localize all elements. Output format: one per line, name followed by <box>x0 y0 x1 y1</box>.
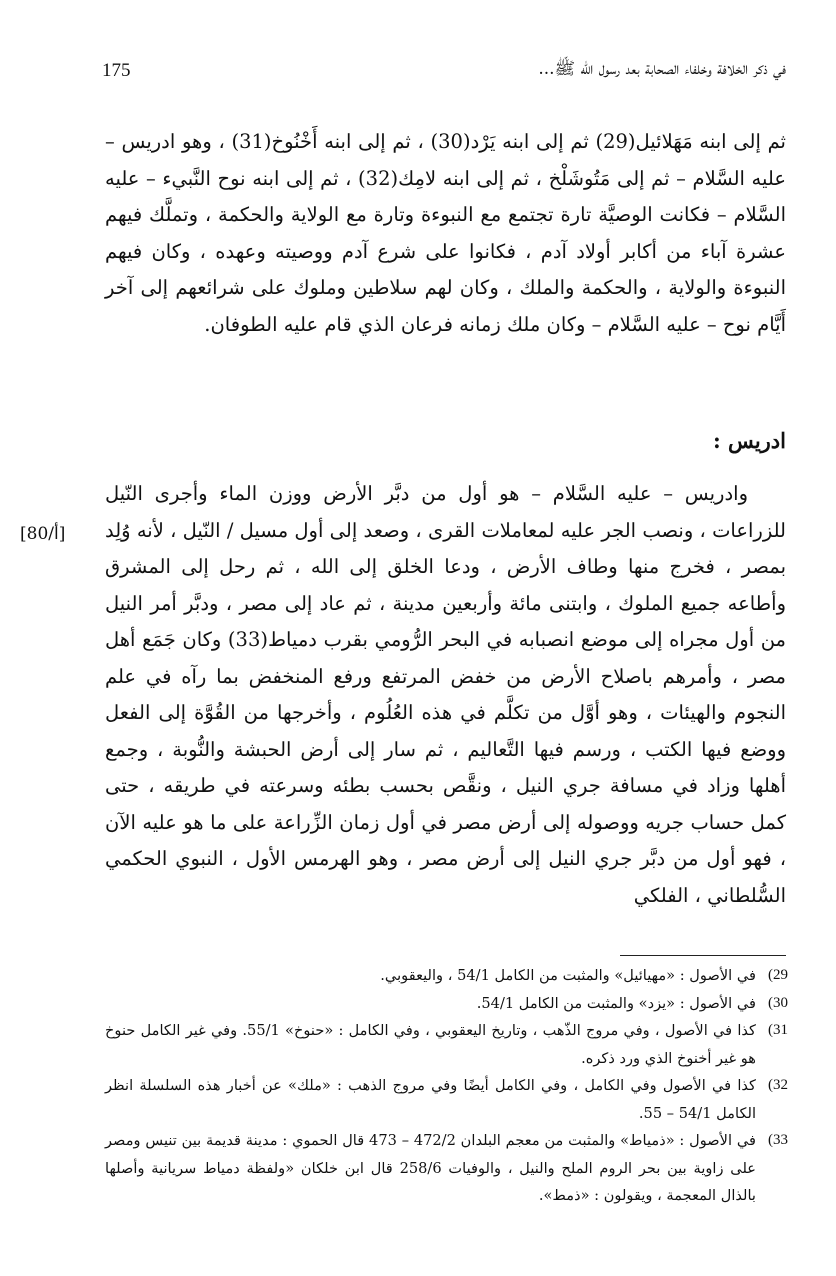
footnote-text: في الأصول : «ذمياط» والمثبت من معجم البلدان 472/2 – 473 قال الحموي : مدينة قديمة بين تنيس ومصر على زاوية بين بحر الروم الملح والنيل ، والوفيات 258/6 قال ابن خلكان «ولفظة دمياط سريانية وأصلها بالذال المعجمة ، ويقولون : «ذمط». <box>105 1132 756 1204</box>
section-idris <box>105 476 786 914</box>
footnote-32 <box>105 1072 788 1127</box>
paragraph-idris: وادريس – عليه السَّلام – هو أول من دبَّر الأرض ووزن الماء وأجرى النّيل للزراعات ، ونصب الجر عليه لمعاملات القرى ، وصعد إلى أول مسيل / النّيل ، لأنه وُلِد بمصر ، فخرج منها وطاف الأرض ، ودعا الخلق إلى الله ، ثم رحل إلى المشرق وأطاعه جميع الملوك ، وابتنى مائة وأربعين مدينة ، ثم عاد إلى مصر ، ودبَّر أمر النيل من أول مجراه إلى موضع انصبابه في البحر الرُّومي بقرب دمياط(33) وكان جَمَع أهل مصر ، وأمرهم باصلاح الأرض من خفض المرتفع ورفع المنخفض بما رآه في علم النجوم والهيئات ، وهو أوَّل من تكلَّم في هذه العُلُوم ، وأخرجها من القُوَّة إلى الفعل ووضع فيها الكتب ، ورسم فيها التَّعاليم ، ثم سار إلى أرض الحبشة والنُّوبة ، وجمع أهلها وزاد في مسافة جري النيل ، ونقَّص بحسب بطئه وسرعته في طريقه ، حتى كمل حساب جريه ووصوله إلى أرض مصر في أول زمان الزِّراعة على ما هو عليه الآن ، فهو أول من دبَّر جري النيل إلى أرض مصر ، وهو الهرمس الأول ، النبوي الحكمي السُّلطاني ، الفلكي <box>105 482 786 907</box>
footnote-30 <box>105 990 788 1018</box>
footnote-number: 30) <box>768 994 788 1011</box>
page-number: 175 <box>102 60 131 81</box>
footnote-number: 29) <box>768 967 788 983</box>
running-title: في ذكر الخلافة وخلفاء الصحابة بعد رسول الله ﷺ... <box>538 59 786 79</box>
footnote-29 <box>105 962 788 990</box>
footnote-text: كذا في الأصول وفي الكامل ، وفي الكامل أيضًا وفي مروج الذهب : «ملك» عن أخبار هذه السلسلة انظر الكامل 54/1 – 55. <box>105 1077 756 1122</box>
footnote-text: في الأصول : «مهيائيل» والمثبت من الكامل 54/1 ، واليعقوبي. <box>380 967 756 984</box>
footnote-number: 33) <box>768 1132 788 1148</box>
page-header <box>100 56 786 90</box>
footnote-33 <box>105 1127 788 1210</box>
footnote-text: في الأصول : «يزد» والمثبت من الكامل 54/1. <box>476 994 756 1012</box>
footnote-number: 32) <box>768 1077 788 1093</box>
section-genealogy <box>105 124 786 343</box>
manuscript-folio-reference: [80/أ] <box>20 524 66 544</box>
section-heading-idris: ادريس : <box>712 428 786 453</box>
footnote-31 <box>105 1017 788 1072</box>
paragraph-genealogy: ثم إلى ابنه مَهَلائيل(29) ثم إلى ابنه يَرْد(30) ، ثم إلى ابنه أَخْنُوخ(31) ، وهو ادريس – عليه السَّلام – ثم إلى مَتُوشَلْخ ، ثم إلى ابنه لامِك(32) ، ثم إلى ابنه نوح النَّبيء – عليه السَّلام – فكانت الوصيَّة تارة تجتمع مع النبوءة وتارة مع الولاية والحكمة ، وتملَّك فيهم عشرة آباء من أكابر أولاد آدم ، فكانوا على شرع آدم ووصيته وعهده ، وكان فيهم النبوءة والولاية ، والحكمة والملك ، وكان لهم سلاطين وملوك على شرائعهم إلى آخر أَيَّام نوح – عليه السَّلام – وكان ملك زمانه فرعان الذي قام عليه الطوفان. <box>105 130 786 336</box>
footnotes <box>105 962 788 1210</box>
footnote-number: 31) <box>768 1022 788 1038</box>
footnote-divider <box>620 955 786 956</box>
footnote-text: كذا في الأصول ، وفي مروج الذّهب ، وتاريخ اليعقوبي ، وفي الكامل : «حنوخ» 55/1. وفي غير الكامل حنوخ هو غير أخنوخ الذي ورد ذكره. <box>105 1022 757 1067</box>
